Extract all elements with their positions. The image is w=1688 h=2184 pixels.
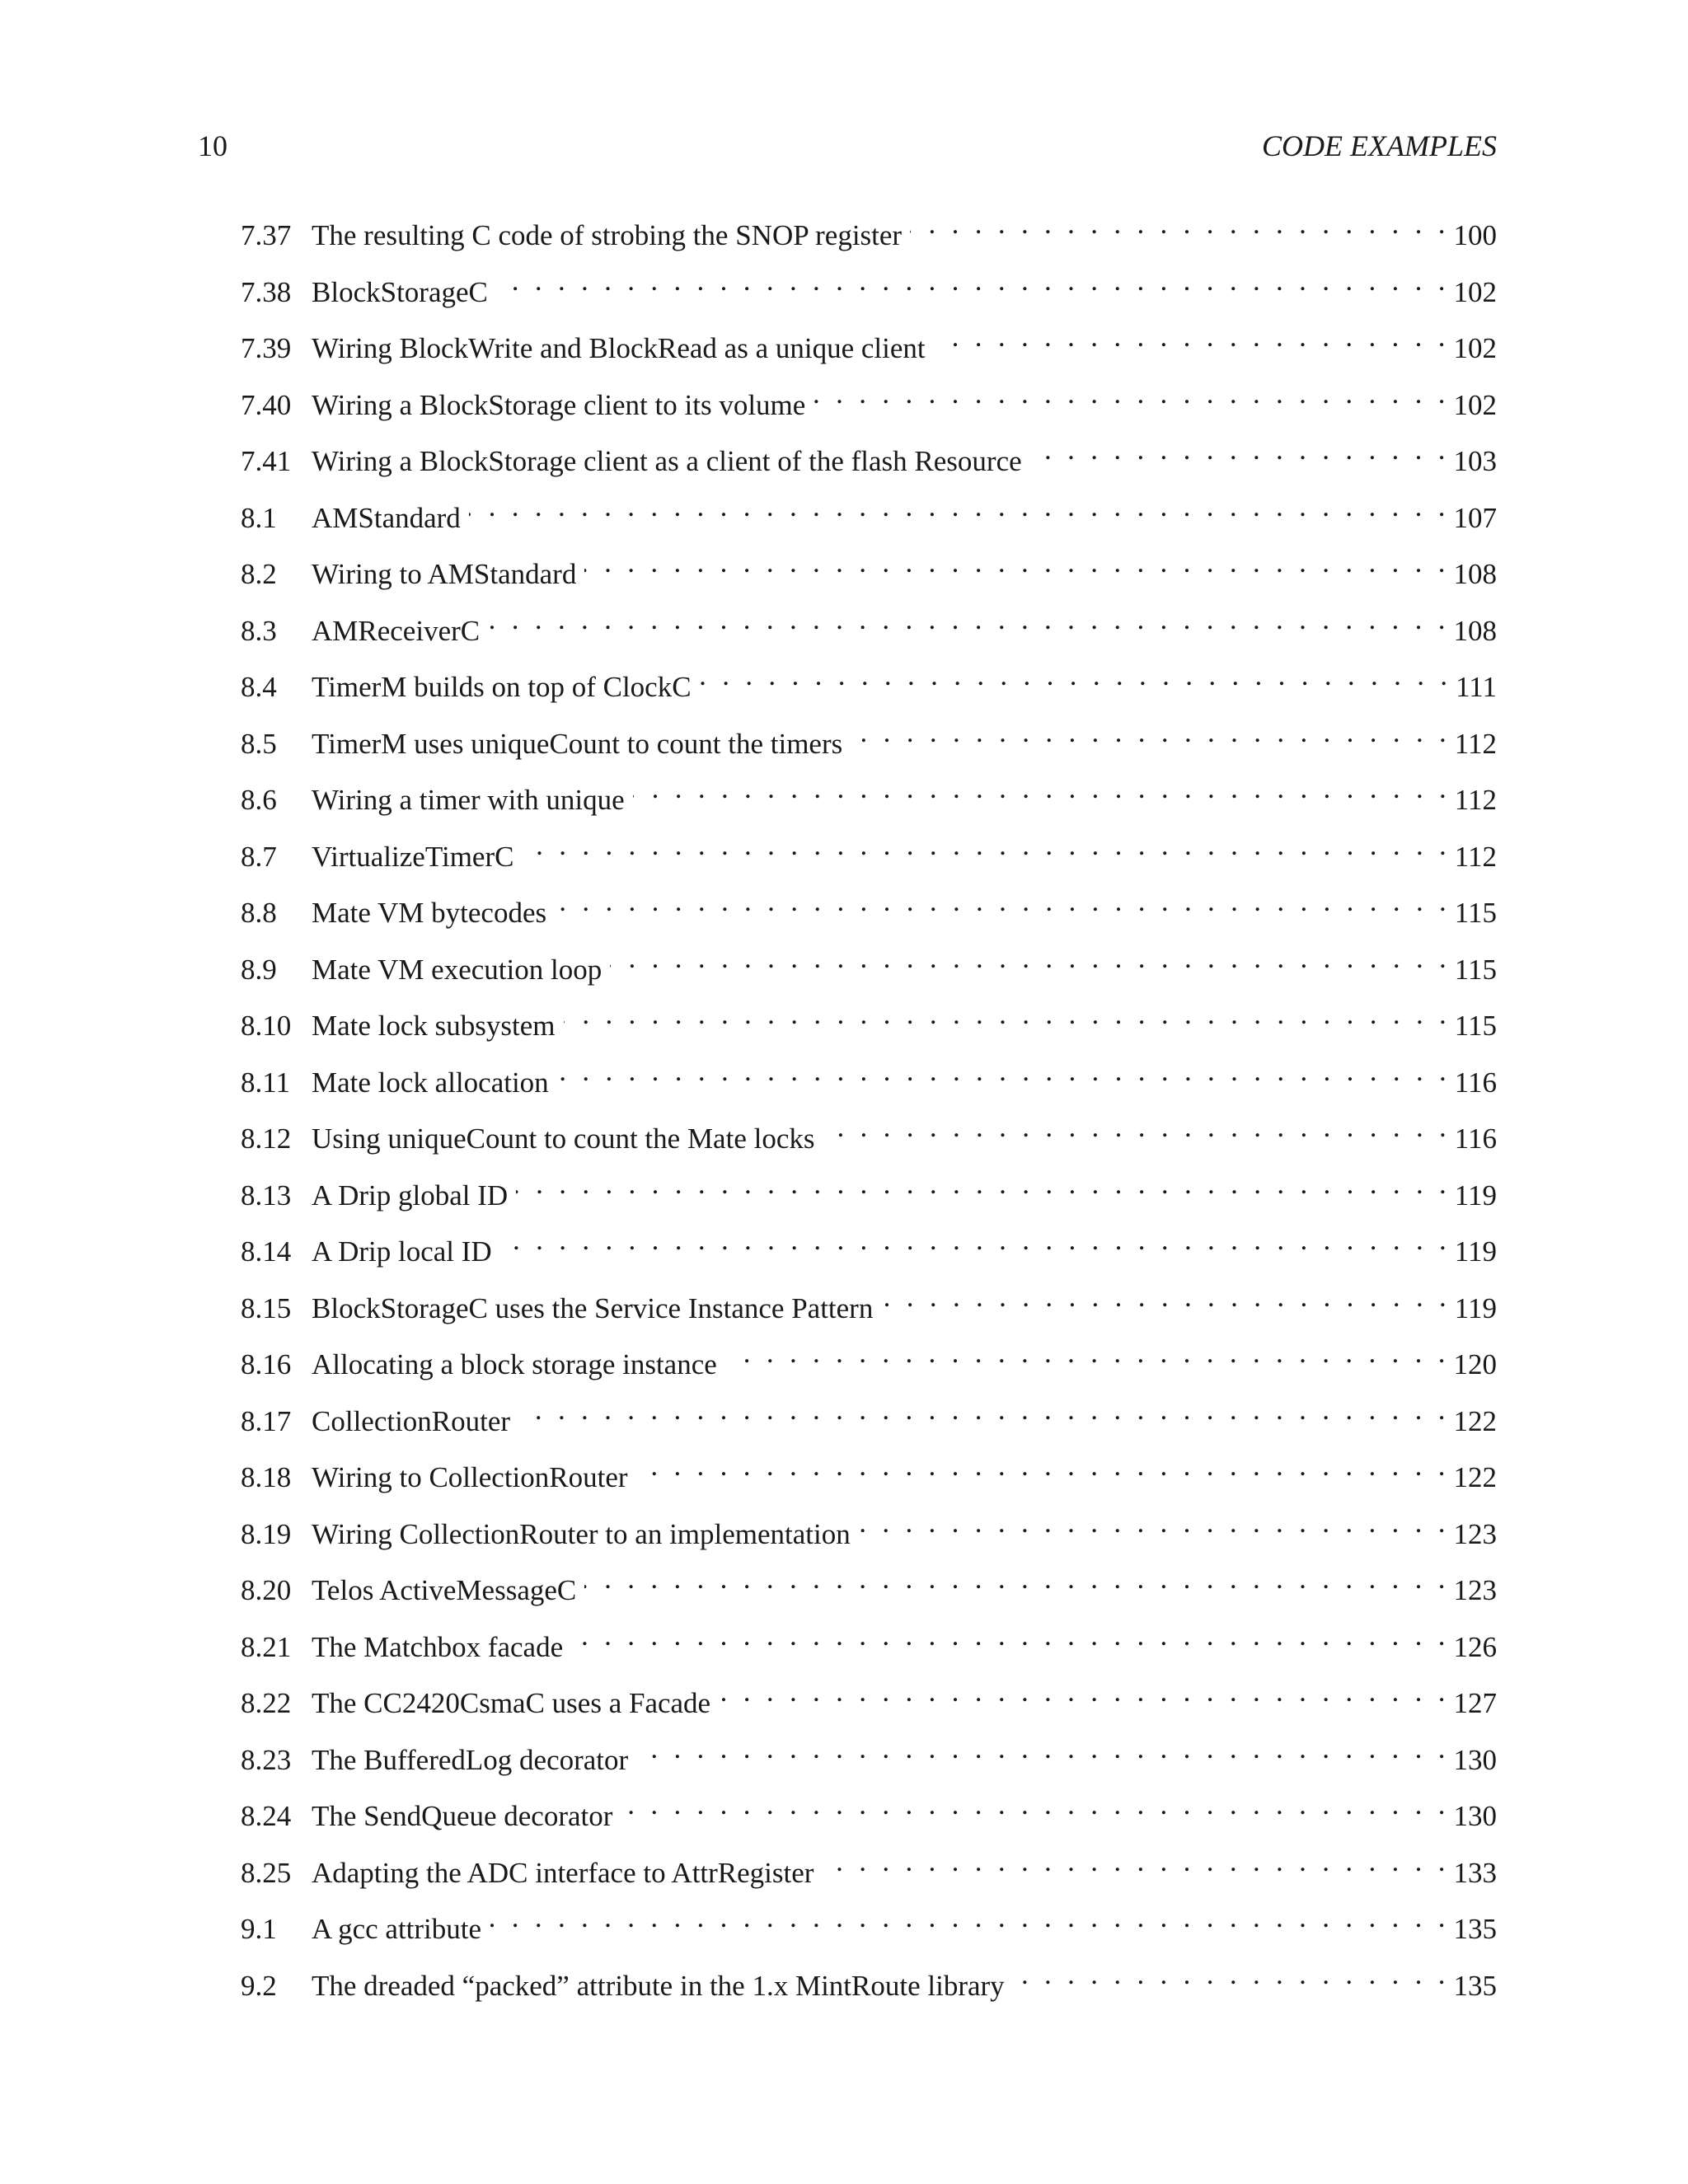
entry-page-number: 116 (1454, 1122, 1497, 1155)
dot-leader (934, 316, 1446, 358)
entry-title: Mate lock allocation (312, 1066, 549, 1099)
dot-leader (851, 712, 1447, 753)
dot-leader (910, 204, 1445, 245)
entry-page-number: 119 (1454, 1179, 1497, 1212)
entry-number: 8.16 (241, 1348, 292, 1380)
dot-leader (490, 1897, 1445, 1938)
toc-entry[interactable] (241, 260, 1497, 317)
entry-title: A Drip local ID (312, 1235, 492, 1268)
dot-leader (610, 938, 1447, 979)
dot-leader (725, 1333, 1446, 1374)
entry-page-number: 123 (1453, 1517, 1497, 1550)
entry-title: BlockStorageC (312, 275, 488, 308)
entry-title: AMStandard (312, 501, 461, 534)
entry-number: 9.2 (241, 1969, 277, 2002)
entry-title: BlockStorageC uses the Service Instance Pattern (312, 1291, 874, 1324)
dot-leader (516, 1164, 1447, 1205)
toc-entry[interactable] (241, 1164, 1497, 1221)
dot-leader (1013, 1954, 1446, 1995)
entry-title: The Matchbox facade (312, 1630, 564, 1663)
entry-number: 9.1 (241, 1913, 277, 1945)
entry-title: AMReceiverC (312, 614, 481, 647)
toc-entry[interactable] (241, 204, 1497, 260)
entry-page-number: 107 (1453, 501, 1497, 534)
entry-title: A gcc attribute (312, 1913, 482, 1945)
entry-page-number: 103 (1453, 445, 1497, 477)
entry-page-number: 130 (1453, 1800, 1497, 1832)
entry-page-number: 108 (1453, 558, 1497, 590)
dot-leader (636, 1728, 1445, 1769)
entry-title: VirtualizeTimerC (312, 840, 514, 873)
dot-leader (488, 599, 1445, 640)
entry-title: Allocating a block storage instance (312, 1348, 717, 1380)
toc-entry[interactable] (241, 542, 1497, 599)
entry-number: 8.20 (241, 1574, 292, 1606)
entry-page-number: 115 (1454, 1010, 1497, 1042)
toc-entry[interactable] (241, 1277, 1497, 1333)
toc-entry[interactable] (241, 994, 1497, 1051)
entry-number: 7.39 (241, 332, 292, 364)
dot-leader (496, 260, 1446, 302)
entry-page-number: 127 (1453, 1687, 1497, 1719)
toc-entry[interactable] (241, 655, 1497, 712)
entry-number: 8.24 (241, 1800, 292, 1832)
entry-page-number: 115 (1454, 897, 1497, 929)
entry-title: The BufferedLog decorator (312, 1743, 629, 1776)
toc-entry[interactable] (241, 881, 1497, 938)
toc-entry[interactable] (241, 316, 1497, 373)
toc-entry[interactable] (241, 1897, 1497, 1954)
entry-number: 8.10 (241, 1010, 292, 1042)
entry-number: 8.18 (241, 1461, 292, 1493)
dot-leader (636, 1446, 1446, 1487)
entry-title: The CC2420CsmaC uses a Facade (312, 1687, 711, 1719)
entry-page-number: 122 (1453, 1404, 1497, 1437)
entry-page-number: 112 (1454, 784, 1497, 816)
dot-leader (584, 1558, 1445, 1600)
entry-title: Using uniqueCount to count the Mate locks (312, 1122, 815, 1155)
dot-leader (500, 1220, 1447, 1261)
toc-entry[interactable] (241, 1784, 1497, 1841)
dot-leader (564, 994, 1447, 1035)
entry-number: 8.12 (241, 1122, 292, 1155)
entry-number: 8.15 (241, 1291, 292, 1324)
dot-leader (621, 1784, 1445, 1825)
entry-title: Wiring a BlockStorage client to its volume (312, 388, 806, 421)
entry-page-number: 102 (1453, 332, 1497, 364)
entry-title: The dreaded “packed” attribute in the 1.x MintRoute library (312, 1969, 1005, 2002)
dot-leader (555, 881, 1447, 922)
running-header (198, 125, 1497, 166)
toc-entry[interactable] (241, 1671, 1497, 1728)
toc-entry[interactable] (241, 1446, 1497, 1502)
entry-page-number: 102 (1453, 388, 1497, 421)
entry-page-number: 119 (1454, 1291, 1497, 1324)
entry-number: 8.9 (241, 953, 277, 986)
entry-title: The resulting C code of strobing the SNOP register (312, 219, 903, 251)
entry-title: CollectionRouter (312, 1404, 511, 1437)
entry-title: Wiring BlockWrite and BlockRead as a unique client (312, 332, 926, 364)
entry-title: Wiring to CollectionRouter (312, 1461, 628, 1493)
code-examples-list (241, 204, 1497, 2010)
toc-entry[interactable] (241, 1954, 1497, 2011)
toc-entry[interactable] (241, 1502, 1497, 1559)
entry-title: Adapting the ADC interface to AttrRegister (312, 1856, 814, 1889)
entry-title: Wiring a timer with unique (312, 784, 625, 816)
toc-entry[interactable] (241, 429, 1497, 486)
running-section-title: CODE EXAMPLES (1262, 129, 1497, 162)
entry-page-number: 100 (1453, 219, 1497, 251)
toc-entry[interactable] (241, 1558, 1497, 1615)
entry-number: 8.14 (241, 1235, 292, 1268)
entry-number: 8.13 (241, 1179, 292, 1212)
dot-leader (633, 768, 1447, 809)
page-number: 10 (198, 129, 227, 162)
dot-leader (1030, 429, 1446, 471)
entry-page-number: 115 (1454, 953, 1497, 986)
entry-number: 7.41 (241, 445, 292, 477)
dot-leader (814, 373, 1445, 415)
entry-number: 8.4 (241, 671, 277, 703)
toc-entry[interactable] (241, 1051, 1497, 1108)
dot-leader (522, 825, 1446, 866)
dot-leader (823, 1107, 1446, 1148)
entry-page-number: 108 (1453, 614, 1497, 647)
dot-leader (469, 486, 1446, 527)
dot-leader (822, 1841, 1445, 1882)
entry-title: Wiring a BlockStorage client as a client of the flash Resource (312, 445, 1022, 477)
entry-title: Wiring to AMStandard (312, 558, 577, 590)
toc-entry[interactable] (241, 1333, 1497, 1390)
entry-title: A Drip global ID (312, 1179, 509, 1212)
entry-number: 8.22 (241, 1687, 292, 1719)
entry-page-number: 133 (1453, 1856, 1497, 1889)
entry-number: 7.40 (241, 388, 292, 421)
entry-number: 7.38 (241, 275, 292, 308)
entry-number: 7.37 (241, 219, 292, 251)
entry-page-number: 135 (1453, 1969, 1497, 2002)
dot-leader (584, 542, 1445, 583)
dot-leader (859, 1502, 1446, 1544)
entry-number: 8.1 (241, 501, 277, 534)
toc-entry[interactable] (241, 486, 1497, 543)
toc-entry[interactable] (241, 768, 1497, 825)
entry-title: The SendQueue decorator (312, 1800, 613, 1832)
entry-number: 8.17 (241, 1404, 292, 1437)
entry-number: 8.6 (241, 784, 277, 816)
entry-page-number: 123 (1453, 1574, 1497, 1606)
entry-page-number: 122 (1453, 1461, 1497, 1493)
entry-page-number: 119 (1454, 1235, 1497, 1268)
entry-number: 8.3 (241, 614, 277, 647)
toc-entry[interactable] (241, 599, 1497, 656)
entry-number: 8.8 (241, 897, 277, 929)
dot-leader (881, 1277, 1446, 1318)
dot-leader (700, 655, 1448, 696)
dot-leader (719, 1671, 1445, 1713)
entry-title: Telos ActiveMessageC (312, 1574, 577, 1606)
toc-entry[interactable] (241, 1615, 1497, 1672)
entry-number: 8.5 (241, 727, 277, 760)
dot-leader (518, 1390, 1445, 1431)
entry-page-number: 120 (1453, 1348, 1497, 1380)
entry-number: 8.19 (241, 1517, 292, 1550)
dot-leader (571, 1615, 1445, 1657)
entry-title: Mate VM execution loop (312, 953, 603, 986)
toc-entry[interactable] (241, 1220, 1497, 1277)
entry-page-number: 116 (1454, 1066, 1497, 1099)
toc-entry[interactable] (241, 938, 1497, 995)
entry-page-number: 112 (1454, 840, 1497, 873)
toc-entry[interactable] (241, 1107, 1497, 1164)
entry-title: Mate lock subsystem (312, 1010, 556, 1042)
entry-number: 8.2 (241, 558, 277, 590)
toc-entry[interactable] (241, 712, 1497, 769)
entry-title: TimerM builds on top of ClockC (312, 671, 692, 703)
dot-leader (557, 1051, 1447, 1092)
entry-page-number: 126 (1453, 1630, 1497, 1663)
entry-page-number: 102 (1453, 275, 1497, 308)
entry-number: 8.21 (241, 1630, 292, 1663)
toc-entry[interactable] (241, 1390, 1497, 1446)
entry-number: 8.7 (241, 840, 277, 873)
entry-title: Wiring CollectionRouter to an implementation (312, 1517, 851, 1550)
entry-title: TimerM uses uniqueCount to count the timers (312, 727, 843, 760)
toc-entry[interactable] (241, 1728, 1497, 1785)
entry-page-number: 112 (1454, 727, 1497, 760)
toc-entry[interactable] (241, 825, 1497, 882)
entry-number: 8.11 (241, 1066, 290, 1099)
entry-page-number: 130 (1453, 1743, 1497, 1776)
toc-entry[interactable] (241, 373, 1497, 430)
entry-page-number: 111 (1456, 671, 1497, 703)
entry-number: 8.25 (241, 1856, 292, 1889)
entry-page-number: 135 (1453, 1913, 1497, 1945)
entry-number: 8.23 (241, 1743, 292, 1776)
entry-title: Mate VM bytecodes (312, 897, 547, 929)
toc-entry[interactable] (241, 1841, 1497, 1898)
